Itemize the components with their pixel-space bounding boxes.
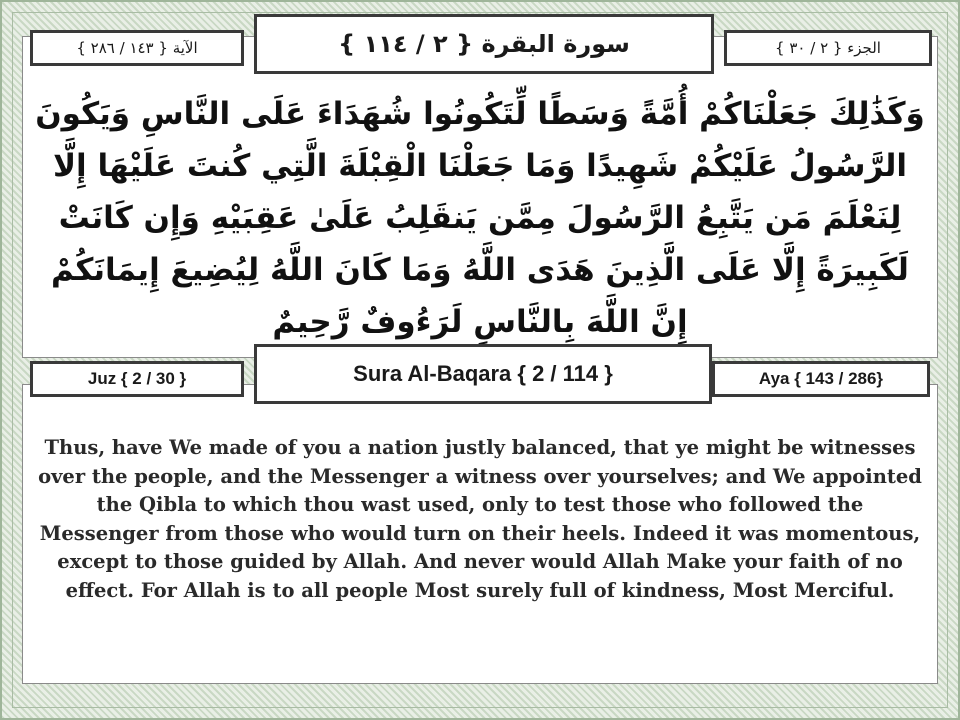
arabic-verse-text: وَكَذَٰلِكَ جَعَلْنَاكُمْ أُمَّةً وَسَطًا لِّتَكُونُوا شُهَدَاءَ عَلَى النَّاسِ وَيَكُونَ الرَّسُولُ عَلَيْكُمْ شَهِيدًا وَمَا جَعَلْنَا الْقِبْلَةَ الَّتِي كُنتَ عَلَيْهَا إِلَّا لِنَعْلَمَ مَن يَتَّبِعُ الرَّسُولَ مِمَّن يَنقَلِبُ عَلَىٰ عَقِبَيْهِ وَإِن كَانَتْ لَكَبِيرَةً إِلَّا عَلَى الَّذِينَ هَدَى اللَّهُ وَمَا كَانَ اللَّهُ لِيُضِيعَ إِيمَانَكُمْ إِنَّ اللَّهَ بِالنَّاسِ لَرَءُوفٌ رَّحِيمٌ <box>35 96 925 340</box>
arabic-sura-text: سورة البقرة { ٢ / ١١٤ } <box>338 30 630 58</box>
aya-label <box>712 361 930 397</box>
juz-label <box>30 361 244 397</box>
sura-label <box>254 344 712 404</box>
sura-text: Sura Al-Baqara { 2 / 114 } <box>353 361 613 386</box>
arabic-aya-text: الآية { ١٤٣ / ٢٨٦ } <box>76 39 198 57</box>
juz-text: Juz { 2 / 30 } <box>87 369 187 388</box>
arabic-sura-label <box>254 14 714 74</box>
aya-text: Aya { 143 / 286} <box>758 369 884 388</box>
translation-text: Thus, have We made of you a nation justly balanced, that ye might be witnesses over the people, and the Messenger a witness over yourselves; and We appointed the Qibla to which thou wast used, only to test those who followed the Messenger from those who would turn on their heels. Indeed it was momentous, except to those guided by Allah. And never would Allah Make your faith of no effect. For Allah is to all people Most surely full of kindness, Most Merciful. <box>38 436 922 602</box>
arabic-juz-text: الجزء { ٢ / ٣٠ } <box>775 39 881 57</box>
arabic-aya-label <box>30 30 244 66</box>
arabic-juz-label <box>724 30 932 66</box>
